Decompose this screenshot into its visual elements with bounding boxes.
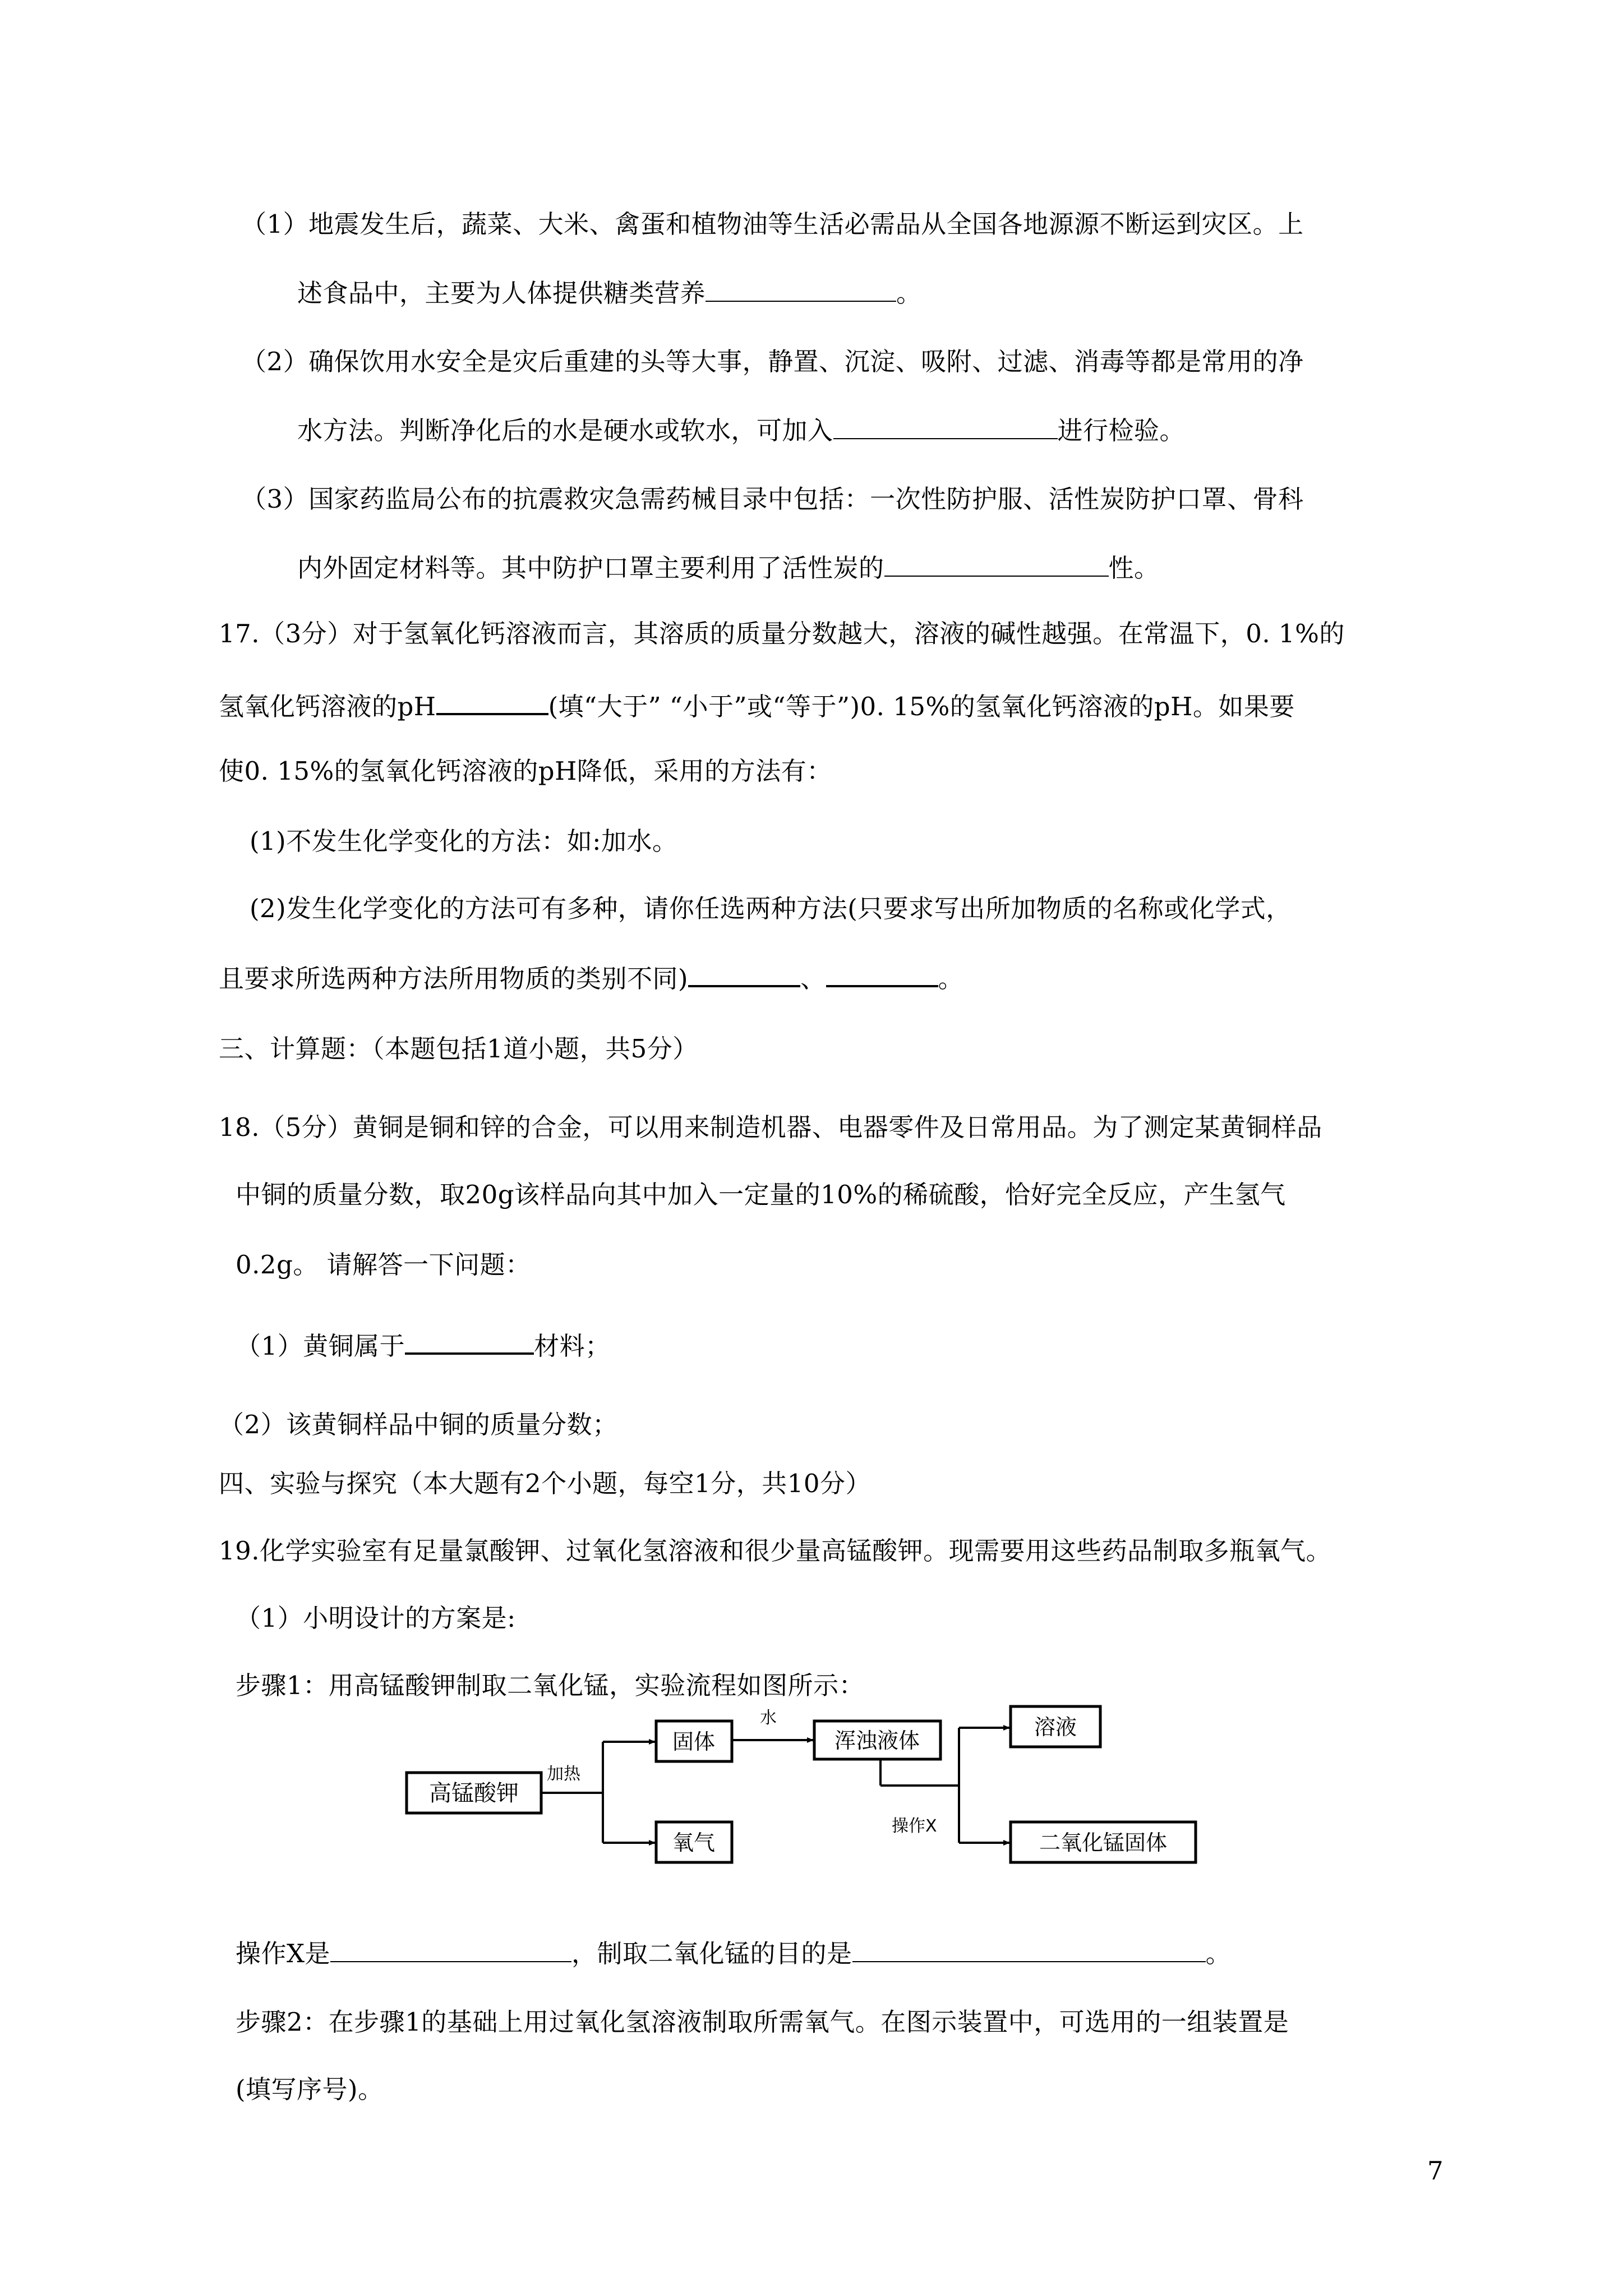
section-heading-3: 三、计算题：（本题包括1道小题，共5分） <box>219 1034 698 1064</box>
answer-blank <box>884 550 1109 577</box>
q19-line2: （1）小明设计的方案是: <box>236 1603 516 1633</box>
answer-blank <box>330 1935 571 1962</box>
flow-label-heat: 加热 <box>547 1764 580 1784</box>
answer-blank <box>852 1935 1206 1962</box>
q18-line2: 中铜的质量分数，取20g该样品向其中加入一定量的10%的稀硫酸，恰好完全反应，产生氢气 <box>236 1180 1286 1209</box>
q16-item3-line1: （3）国家药监局公布的抗震救灾急需药械目录中包括：一次性防护服、活性炭防护口罩、骨科 <box>241 484 1304 514</box>
q16-item1-line1: （1）地震发生后，蔬菜、大米、禽蛋和植物油等生活必需品从全国各地源源不断运到灾区。上 <box>241 209 1304 239</box>
answer-blank <box>833 412 1058 439</box>
flow-label-solid: 固体 <box>672 1729 716 1754</box>
flow-label-operation-x: 操作X <box>892 1816 937 1836</box>
page-number: 7 <box>1427 2156 1444 2185</box>
q19-line5: 步骤2：在步骤1的基础上用过氧化氢溶液制取所需氧气。在图示装置中，可选用的一组装置是 <box>236 2007 1289 2037</box>
q18-line4: （1）黄铜属于 材料； <box>236 1327 611 1363</box>
section-heading-4: 四、实验与探究（本大题有2个小题，每空1分，共10分） <box>219 1469 872 1498</box>
answer-blank <box>688 959 800 987</box>
q17-line6: 且要求所选两种方法所用物质的类别不同) 、 。 <box>219 959 963 996</box>
q16-item3-line2: 内外固定材料等。其中防护口罩主要利用了活性炭的 性。 <box>297 550 1160 585</box>
q18-line1: 18.（5分）黄铜是铜和锌的合金，可以用来制造机器、电器零件及日常用品。为了测定某黄铜样品 <box>219 1112 1322 1142</box>
q16-item2-line1: （2）确保饮用水安全是灾后重建的头等大事，静置、沉淀、吸附、过滤、消毒等都是常用的净 <box>241 347 1304 376</box>
q17-line1: 17.（3分）对于氢氧化钙溶液而言，其溶质的质量分数越大，溶液的碱性越强。在常温下，0. 1%的 <box>219 619 1345 648</box>
q19-line1: 19.化学实验室有足量氯酸钾、过氧化氢溶液和很少量高锰酸钾。现需要用这些药品制取多瓶氧气。 <box>219 1536 1332 1566</box>
flow-label-water: 水 <box>760 1708 777 1728</box>
q16-item1-line2: 述食品中，主要为人体提供糖类营养 。 <box>297 275 922 310</box>
q17-line3: 使0. 15%的氢氧化钙溶液的pH降低，采用的方法有： <box>219 756 832 786</box>
flow-label-mno2: 二氧化锰固体 <box>1039 1830 1168 1855</box>
q17-line2: 氢氧化钙溶液的pH (填“大于” “小于”或“等于”)0. 15%的氢氧化钙溶液的pH。如果要 <box>219 687 1295 724</box>
q19-line3: 步骤1：用高锰酸钾制取二氧化锰，实验流程如图所示： <box>236 1671 865 1700</box>
answer-blank <box>706 275 896 302</box>
q18-line3: 0.2g。 请解答一下问题： <box>236 1250 531 1280</box>
answer-blank <box>405 1327 534 1355</box>
flow-label-kmno4: 高锰酸钾 <box>429 1780 519 1806</box>
q19-line4: 操作X是 ，制取二氧化锰的目的是 。 <box>236 1935 1231 1971</box>
q19-line6: (填写序号)。 <box>236 2074 384 2104</box>
q18-line5: （2）该黄铜样品中铜的质量分数； <box>219 1410 618 1439</box>
flow-label-turbid: 浑浊液体 <box>834 1728 920 1753</box>
answer-blank <box>436 687 548 715</box>
flow-label-oxygen: 氧气 <box>672 1830 716 1855</box>
answer-blank <box>826 959 938 987</box>
q17-line5: (2)发生化学变化的方法可有多种，请你任选两种方法(只要求写出所加物质的名称或化学式， <box>250 894 1292 923</box>
q16-item2-line2: 水方法。判断净化后的水是硬水或软水，可加入 进行检验。 <box>297 412 1185 448</box>
flow-label-solution: 溶液 <box>1034 1715 1077 1740</box>
kmno4-flowchart <box>387 1694 1239 1885</box>
q17-line4: (1)不发生化学变化的方法：如:加水。 <box>250 826 678 856</box>
